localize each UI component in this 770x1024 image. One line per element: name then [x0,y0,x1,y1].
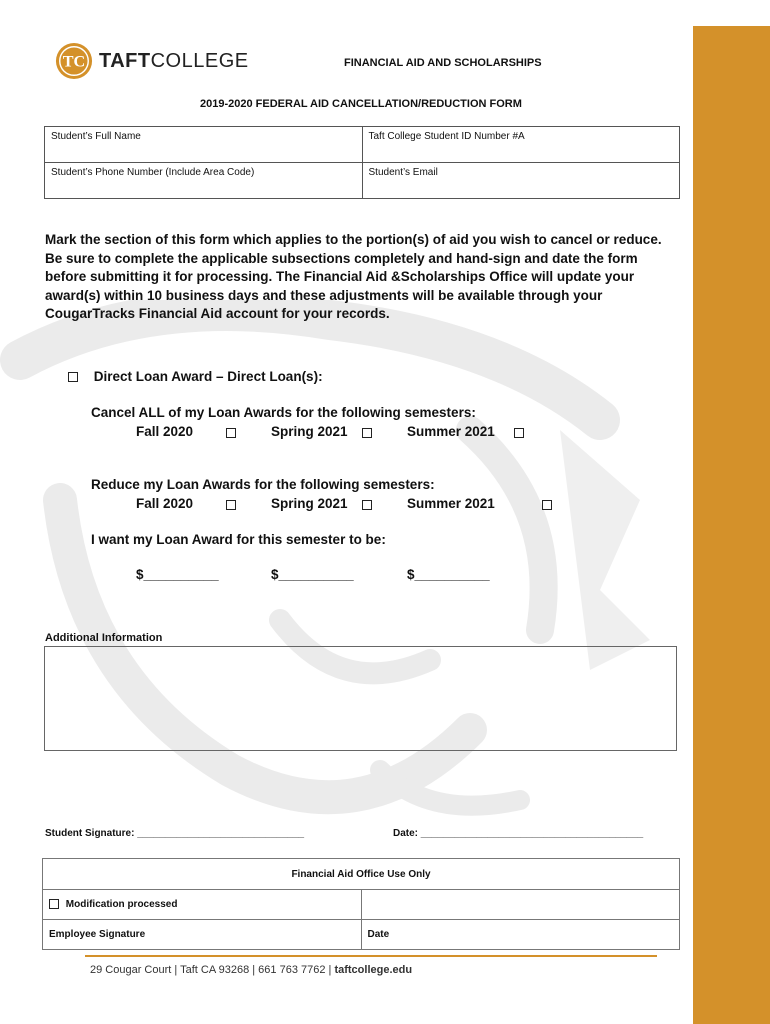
amount-heading: I want my Loan Award for this semester to be: [91,532,386,547]
svg-text:TC: TC [62,53,86,71]
gold-side-bar [693,26,770,1024]
phone-field[interactable]: Student’s Phone Number (Include Area Code) [45,163,363,199]
student-info-table [44,126,680,199]
office-use-title: Financial Aid Office Use Only [43,859,680,890]
additional-info-label: Additional Information [45,632,163,644]
signature-date-field[interactable]: Date: ________________________________________ [393,828,644,839]
logo-wordmark: TAFTCOLLEGE [99,49,249,72]
full-name-field[interactable]: Student’s Full Name [45,127,363,163]
reduce-heading: Reduce my Loan Awards for the following semesters: [91,477,435,492]
department-title: FINANCIAL AID AND SCHOLARSHIPS [344,57,542,69]
reduce-spring-checkbox[interactable] [362,500,372,510]
direct-loan-checkbox[interactable] [68,372,78,382]
cancel-heading: Cancel ALL of my Loan Awards for the following semesters: [91,405,476,420]
cancel-fall-label: Fall 2020 [136,424,194,439]
cancel-summer-checkbox[interactable] [514,428,524,438]
cancel-summer-label: Summer 2021 [407,424,495,439]
loan-section-header: Direct Loan Award – Direct Loan(s): [68,369,323,384]
modification-blank [361,890,680,920]
employee-signature-field[interactable]: Employee Signature [43,920,362,950]
cancel-spring-label: Spring 2021 [271,424,348,439]
taft-college-logo [55,42,249,80]
footer-divider [85,955,657,957]
college-seal-icon [55,42,93,80]
instructions-text: Mark the section of this form which applies to the portion(s) of aid you wish to cancel or reduce. Be sure to complete the applicable subsections completely and hand-sign and date the form before submitting it for processing. The Financial Aid &Scholarships Office will update your award(s) within 10 business days and these adjustments will be available through your CougarTracks Financial Aid account for your records. [45,232,662,321]
cancel-fall-checkbox[interactable] [226,428,236,438]
amount-summer-field[interactable]: $__________ [407,567,490,582]
modification-row: Modification processed [43,890,362,920]
reduce-spring-label: Spring 2021 [271,496,348,511]
additional-info-textarea[interactable] [44,646,677,751]
student-signature-field[interactable]: Student Signature: ______________________________ [45,828,305,839]
reduce-fall-label: Fall 2020 [136,496,194,511]
reduce-fall-checkbox[interactable] [226,500,236,510]
footer-contact: 29 Cougar Court | Taft CA 93268 | 661 763 7762 | taftcollege.edu [90,964,413,976]
email-field[interactable]: Student’s Email [362,163,680,199]
reduce-summer-checkbox[interactable] [542,500,552,510]
student-id-field[interactable]: Taft College Student ID Number #A [362,127,680,163]
amount-fall-field[interactable]: $__________ [136,567,219,582]
amount-spring-field[interactable]: $__________ [271,567,354,582]
office-use-table [42,858,680,950]
reduce-summer-label: Summer 2021 [407,496,495,511]
form-title: 2019-2020 FEDERAL AID CANCELLATION/REDUCTION FORM [200,98,522,110]
modification-checkbox[interactable] [49,899,59,909]
cancel-spring-checkbox[interactable] [362,428,372,438]
website-link[interactable]: taftcollege.edu [334,964,413,976]
office-date-field[interactable]: Date [361,920,680,950]
